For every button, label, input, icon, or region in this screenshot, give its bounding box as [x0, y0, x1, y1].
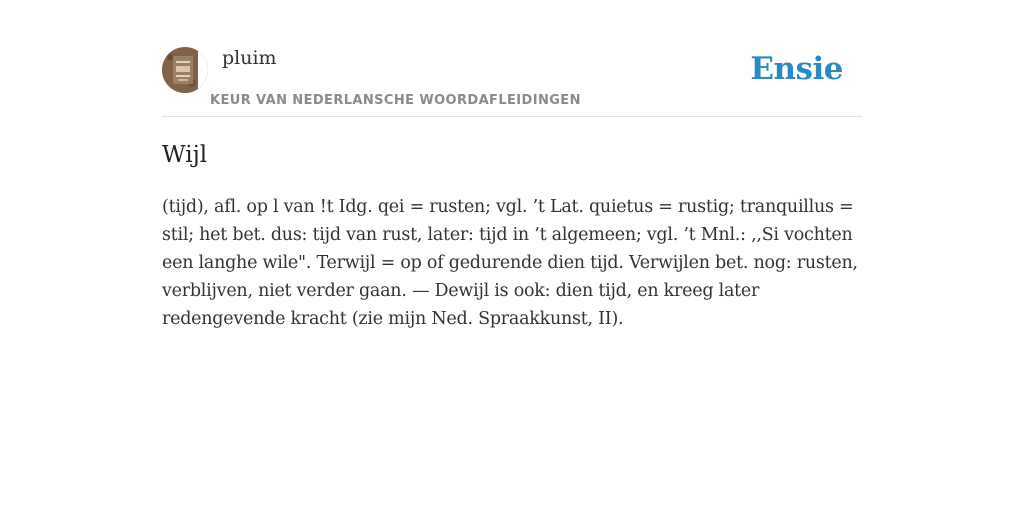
entry-title: Wijl	[162, 142, 208, 168]
page	[162, 0, 862, 512]
avatar[interactable]	[162, 47, 208, 93]
entry-definition: (tijd), afl. op l van !t Idg. qei = rusten; vgl. ’t Lat. quietus = rustig; tranquillus = stil; het bet. dus: tijd van rust, later: tijd in ’t algemeen; vgl. ’t Mnl.: ,,Si vochten een langhe wile". Terwijl = op of gedurende dien tijd. Verwijlen bet. nog: rusten, verblijven, niet verder gaan. — Dewijl is ook: dien tijd, en kreeg later redengevende kracht (zie mijn Ned. Spraakkunst, II).	[162, 197, 858, 329]
header	[162, 0, 862, 117]
avatar-edge	[198, 47, 208, 93]
ensie-logo[interactable]: Ensie	[750, 51, 843, 87]
username[interactable]: pluim	[222, 47, 277, 69]
source-label[interactable]: KEUR VAN NEDERLANSCHE WOORDAFLEIDINGEN	[210, 93, 581, 108]
